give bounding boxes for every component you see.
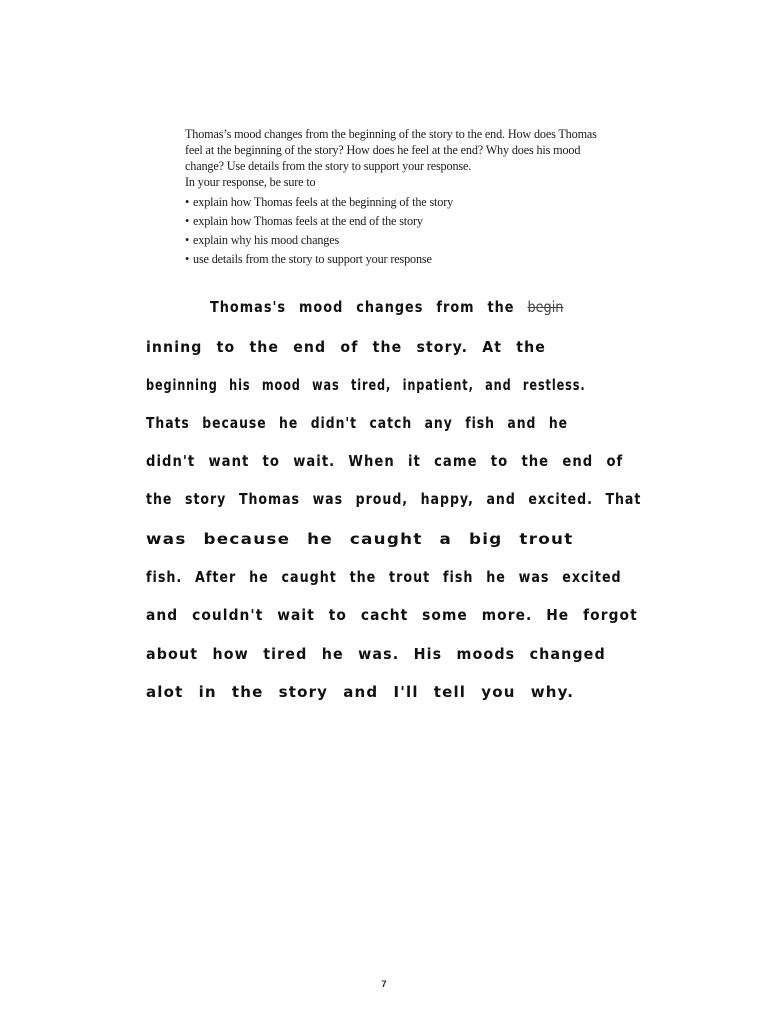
bullet-marker: •	[185, 214, 190, 228]
bullet-marker: •	[185, 195, 190, 209]
prompt-bullet-item: • use details from the story to support your response	[185, 250, 615, 269]
response-line: beginning his mood was tired, inpatient, and restless.	[146, 376, 586, 394]
page-number: 7	[381, 979, 387, 989]
response-line: the story Thomas was proud, happy, and excited. That	[146, 490, 642, 508]
prompt-bullet-item: • explain how Thomas feels at the end of the story	[185, 212, 615, 231]
prompt-block	[185, 126, 615, 269]
response-line: fish. After he caught the trout fish he was excited	[146, 568, 622, 586]
prompt-bullet-item: • explain how Thomas feels at the beginning of the story	[185, 193, 615, 212]
response-line: and couldn't wait to cacht some more. He forgot	[146, 606, 638, 624]
bullet-marker: •	[185, 233, 190, 247]
response-line: didn't want to wait. When it came to the end of	[146, 452, 624, 470]
response-line: inning to the end of the story. At the	[146, 338, 546, 356]
prompt-bullet-item: • explain why his mood changes	[185, 231, 615, 250]
prompt-bullet-list	[185, 193, 615, 269]
prompt-question: Thomas’s mood changes from the beginning of the story to the end. How does Thomas feel at the beginning of the story? How does he feel at the end? Why does his mood change? Use details from the story to support your response.	[185, 127, 597, 173]
response-line: about how tired he was. His moods changed	[146, 645, 606, 663]
prompt-lead: In your response, be sure to	[185, 175, 316, 189]
response-line: alot in the story and I'll tell you why.	[146, 683, 575, 701]
bullet-marker: •	[185, 252, 190, 266]
response-line: was because he caught a big trout	[146, 530, 574, 548]
response-line: Thats because he didn't catch any fish and he	[146, 414, 568, 432]
crossed-out-word: begin	[527, 298, 564, 316]
response-line: Thomas's mood changes from the begin	[210, 298, 564, 316]
